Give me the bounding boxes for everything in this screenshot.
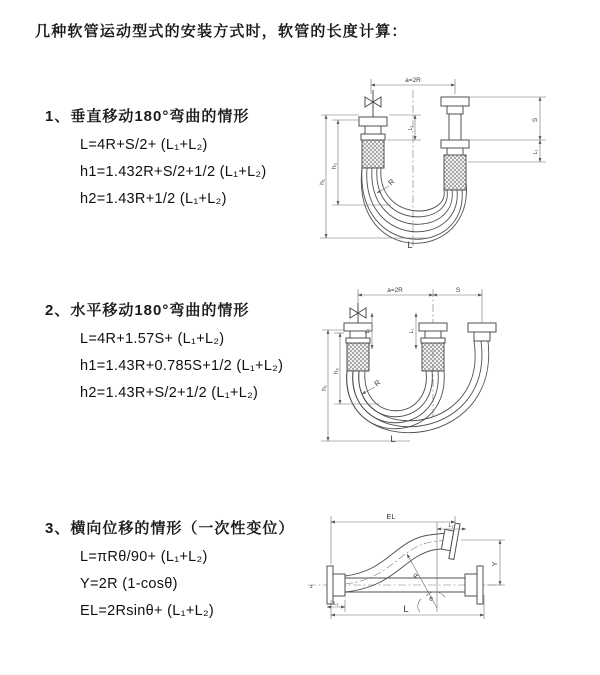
diagram-vertical-180-bend bbox=[315, 70, 560, 255]
dimension-l1 bbox=[437, 523, 466, 529]
dim-label-s: S bbox=[455, 287, 461, 294]
left-pipe-fitting bbox=[359, 117, 387, 168]
dim-label-r: R bbox=[412, 572, 421, 581]
diagram-horizontal-180-bend bbox=[315, 283, 585, 448]
dim-label-h2: h₂ bbox=[331, 162, 338, 170]
dim-label-l: L bbox=[407, 240, 413, 251]
section-2-formulas bbox=[45, 326, 283, 407]
formula-line: L=πRθ/90+ (L₁+L₂) bbox=[80, 549, 208, 565]
formula-line: EL=2Rsinθ+ (L₁+L₂) bbox=[80, 603, 215, 619]
dim-label-s: S bbox=[532, 117, 539, 123]
valve-icon bbox=[365, 90, 381, 117]
dim-label-h1: h₁ bbox=[319, 179, 326, 185]
dim-label-l: L bbox=[403, 604, 409, 615]
center-pipe-fitting bbox=[419, 323, 447, 371]
formula-line: h2=1.43R+1/2 (L₁+L₂) bbox=[80, 191, 227, 207]
section-lateral-displacement bbox=[45, 517, 294, 625]
dim-label-r: R bbox=[372, 377, 383, 389]
page-title: 几种软管运动型式的安装方式时，软管的长度计算： bbox=[35, 23, 408, 40]
dim-label-y: Y bbox=[490, 561, 499, 567]
dim-label-l1: L₁ bbox=[448, 523, 454, 529]
braided-hose-section bbox=[347, 343, 369, 371]
dimension-l bbox=[331, 595, 484, 619]
angle-theta bbox=[418, 592, 445, 612]
section-1-formulas bbox=[45, 132, 267, 213]
section-vertical-180 bbox=[45, 105, 267, 213]
curved-hose bbox=[345, 533, 448, 592]
dim-label-theta: θ bbox=[429, 596, 433, 603]
section-3-formulas bbox=[45, 544, 294, 625]
section-3-heading: 3、横向位移的情形（一次性变位） bbox=[45, 520, 295, 537]
dimension-s bbox=[469, 97, 546, 140]
dim-label-a2r: a=2R bbox=[387, 287, 403, 294]
valve-icon bbox=[350, 303, 366, 323]
formula-line: h1=1.43R+0.785S+1/2 (L₁+L₂) bbox=[80, 358, 284, 374]
dim-label-l: L bbox=[390, 434, 396, 445]
dim-label-l1: L₁ bbox=[409, 328, 415, 334]
section-1-heading: 1、垂直移动180°弯曲的情形 bbox=[45, 108, 250, 125]
section-2-heading: 2、水平移动180°弯曲的情形 bbox=[45, 302, 250, 319]
section-horizontal-180 bbox=[45, 299, 283, 407]
braided-hose-section bbox=[362, 140, 384, 168]
dim-label-h1: h₁ bbox=[321, 385, 328, 391]
centerline-mark: z bbox=[310, 584, 313, 590]
dimension-l1-center bbox=[409, 313, 416, 349]
right-pipe-fitting bbox=[441, 97, 469, 190]
formula-line: Y=2R (1-cosθ) bbox=[80, 576, 178, 592]
dim-label-el: EL bbox=[386, 512, 396, 521]
diagram-lateral-displacement bbox=[303, 500, 518, 625]
dimension-s bbox=[433, 287, 482, 295]
dim-label-l2: L₂ bbox=[333, 601, 339, 607]
left-flange bbox=[327, 566, 345, 604]
dim-label-l1: L₁ bbox=[408, 125, 414, 131]
dim-label-r: R bbox=[386, 176, 397, 188]
dimension-l1-left bbox=[387, 115, 421, 140]
dim-label-l1: L₁ bbox=[533, 149, 539, 155]
braided-hose-section bbox=[422, 343, 444, 371]
formula-line: L=4R+S/2+ (L₁+L₂) bbox=[80, 137, 208, 153]
dimension-l1-right bbox=[468, 140, 546, 162]
dim-label-a2r: a=2R bbox=[405, 77, 421, 84]
right-flange bbox=[465, 566, 483, 604]
formula-line: h1=1.432R+S/2+1/2 (L₁+L₂) bbox=[80, 164, 267, 180]
right-pipe-fitting bbox=[468, 323, 496, 341]
dim-label-l1: L₁ bbox=[365, 328, 371, 334]
formula-line: L=4R+1.57S+ (L₁+L₂) bbox=[80, 331, 225, 347]
dimension-a-2r bbox=[358, 287, 482, 323]
dim-label-h2: h₂ bbox=[333, 367, 340, 375]
formula-line: h2=1.43R+S/2+1/2 (L₁+L₂) bbox=[80, 385, 259, 401]
dimension-el bbox=[331, 512, 455, 564]
braided-hose-section bbox=[444, 155, 466, 190]
